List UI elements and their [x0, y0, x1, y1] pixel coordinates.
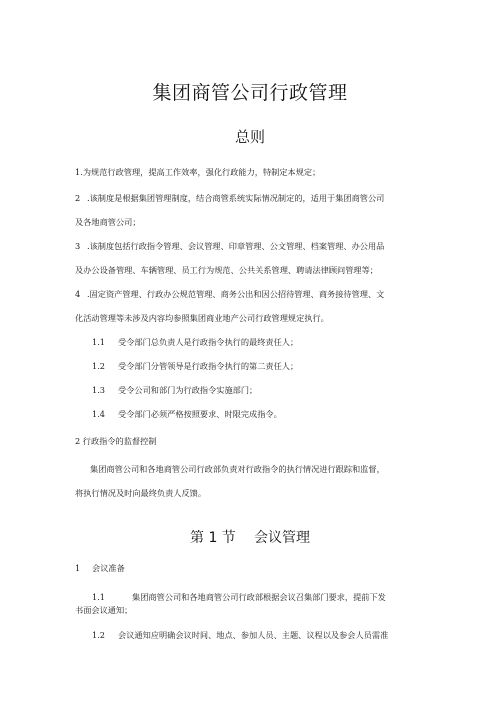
general-heading: 总则: [234, 128, 265, 146]
item-text: .为规范行政管理，提高工作效率，强化行政能力，特制定本规定；: [80, 167, 321, 177]
meeting-item-1: [75, 563, 125, 574]
item-label: 会议准备: [92, 563, 125, 573]
item-number: 2: [75, 193, 81, 203]
sub-item-1-1: [92, 337, 298, 348]
chapter-heading: [190, 527, 310, 547]
item-number: 1.2: [92, 630, 106, 640]
item-number: 1: [75, 563, 81, 573]
item-text: .该制度包括行政指令管理、会议管理、印章管理、公文管理、档案管理、办公用品: [87, 241, 385, 251]
general-item-3-continued: 及办公设备管理、车辆管理、员工行为规范、公共关系管理、聘请法律顾问管理等；: [75, 265, 378, 275]
item-number: 1.4: [92, 409, 106, 419]
meeting-sub-1-2: [92, 630, 388, 641]
sub-item-1-3: [92, 385, 257, 396]
item-number: 1.1: [92, 592, 106, 602]
item-number: 1.1: [92, 337, 106, 347]
item-text: .该制度是根据集团管理制度，结合商管系统实际情况制定的，适用于集团商管公司: [87, 193, 385, 203]
item-text: .固定资产管理、行政办公规范管理、商务公出和因公招待管理、商务接待管理、文: [87, 289, 385, 299]
meeting-sub-1-1-continued: 书面会议通知；: [75, 605, 133, 615]
item-number: 3: [75, 241, 81, 251]
item-text: 会议通知应明确会议时间、地点、参加人员、主题、议程以及参会人员需准: [118, 630, 389, 640]
general-item-2-continued: 及各地商管公司；: [75, 217, 141, 227]
item-number: 1.3: [92, 385, 106, 395]
item-number: 1: [75, 167, 81, 177]
chapter-number: 第 1 节: [190, 530, 236, 546]
chapter-title: 会议管理: [254, 530, 310, 546]
sub-item-1-2: [92, 361, 298, 372]
general-item-1: [75, 167, 320, 178]
item-number: 1.2: [92, 361, 106, 371]
meeting-sub-1-1: [92, 592, 386, 603]
sub-item-1-4: [92, 409, 282, 420]
item-text: 受令公司和部门为行政指令实施部门；: [118, 385, 258, 395]
general-item-2: [75, 193, 384, 204]
item-text: 受令部门分管领导是行政指令执行的第二责任人；: [118, 361, 299, 371]
supervision-paragraph: 集团商管公司和各地商管公司行政部负责对行政指令的执行情况进行跟踪和监督，: [90, 464, 385, 474]
general-item-4-continued: 化活动管理等未涉及内容均参照集团商业地产公司行政管理规定执行。: [75, 313, 329, 323]
item-text: 集团商管公司和各地商管公司行政部根据会议召集部门要求，提前下发: [132, 592, 386, 602]
supervision-paragraph-continued: 将执行情况及时向最终负责人反馈。: [75, 488, 207, 498]
supervision-heading: 2 行政指令的监督控制: [75, 436, 157, 446]
item-number: 4: [75, 289, 81, 299]
item-text: 受令部门必须严格按照要求、时限完成指令。: [118, 409, 282, 419]
general-item-3: [75, 241, 384, 252]
general-item-4: [75, 289, 384, 300]
item-text: 受令部门总负责人是行政指令执行的最终责任人；: [118, 337, 299, 347]
document-title: 集团商管公司行政管理: [152, 82, 348, 104]
